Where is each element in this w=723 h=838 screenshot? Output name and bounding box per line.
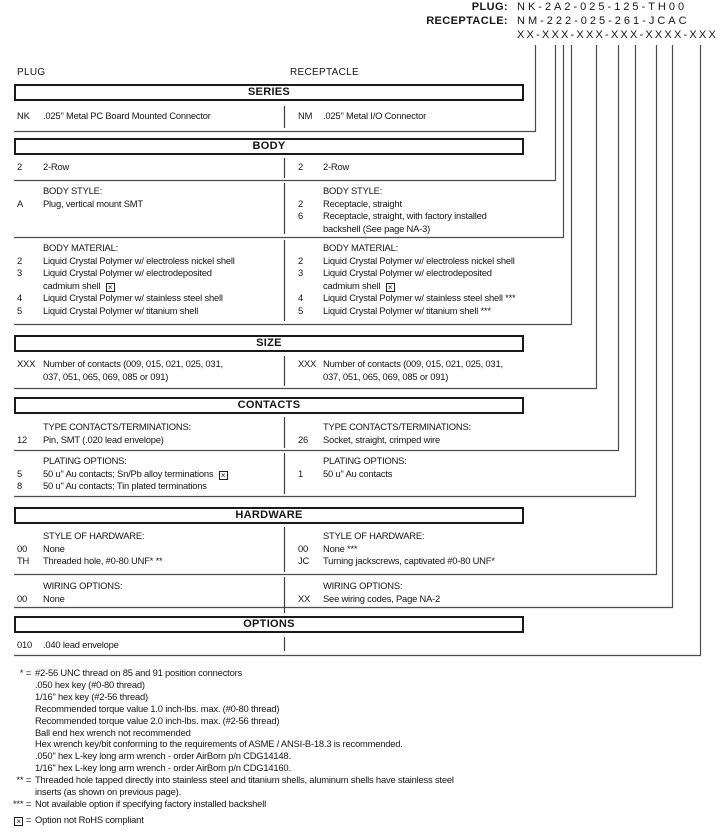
section-header-size — [14, 335, 524, 352]
option-line — [298, 110, 723, 123]
option-text: 037, 051, 065, 069, 085 or 091) — [323, 370, 449, 382]
option-text: Liquid Crystal Polymer w/ stainless steel shell — [43, 292, 223, 304]
option-text: Liquid Crystal Polymer w/ stainless steel shell *** — [323, 292, 516, 304]
right-column — [284, 580, 723, 605]
option-code: 2 — [298, 161, 304, 172]
footnote-text: Recommended torque value 1.0 inch-lbs. max. (#0-80 thread) — [35, 703, 280, 714]
option-group-heading: BODY MATERIAL: — [43, 242, 118, 253]
option-code: 5 — [298, 304, 304, 316]
receptacle-part-number — [360, 15, 690, 27]
option-text: None — [43, 592, 65, 604]
option-group-heading: STYLE OF HARDWARE: — [43, 530, 145, 541]
option-line — [17, 543, 283, 556]
option-text: Receptacle, straight, with factory installed — [323, 210, 487, 222]
option-group-heading-line — [17, 242, 283, 255]
option-text: Liquid Crystal Polymer w/ electrodeposited — [43, 267, 212, 279]
option-text: cadmium shell × — [43, 280, 115, 291]
right-column — [284, 161, 723, 174]
option-group-heading-line — [17, 455, 283, 468]
section-title: SIZE — [256, 337, 282, 349]
right-column — [284, 110, 723, 123]
left-column — [17, 358, 283, 383]
option-line — [298, 593, 723, 606]
option-code: 8 — [17, 480, 23, 492]
right-column — [284, 421, 723, 446]
option-line — [17, 280, 283, 293]
option-line — [298, 161, 723, 174]
option-group-heading-line — [298, 580, 723, 593]
option-line — [17, 639, 283, 652]
option-code: 1 — [298, 467, 304, 479]
part-number-code-mask: XX-XXX-XXX-XXX-XXXX-XXX — [517, 29, 718, 41]
option-code: 12 — [17, 433, 28, 445]
option-line — [17, 371, 283, 384]
left-column — [17, 530, 283, 568]
footnote-line — [0, 814, 144, 826]
option-line — [298, 543, 723, 556]
footnote-marker: ** = — [16, 774, 31, 785]
option-text: Liquid Crystal Polymer w/ electrodeposited — [323, 267, 492, 279]
option-code: 00 — [17, 592, 28, 604]
footnote-text: #2-56 UNC thread on 85 and 91 position connectors — [35, 667, 243, 678]
footnote-marker: *** = — [12, 798, 31, 809]
not-rohs-compliant-icon: × — [14, 817, 23, 826]
option-text: 50 u" Au contacts; Sn/Pb alloy terminations × — [43, 468, 228, 479]
option-text: .040 lead envelope — [43, 639, 119, 650]
option-code: TH — [17, 555, 30, 567]
option-code: 26 — [298, 433, 309, 445]
option-text: 037, 051, 065, 069, 085 or 091) — [43, 370, 169, 382]
option-line — [17, 267, 283, 280]
option-line — [298, 305, 723, 318]
option-text: Liquid Crystal Polymer w/ titanium shell — [43, 304, 199, 316]
option-text: None — [43, 542, 65, 554]
option-line — [298, 255, 723, 268]
footnote-line — [0, 762, 291, 774]
not-rohs-compliant-icon: × — [219, 471, 228, 480]
left-column — [17, 580, 283, 605]
option-line — [17, 292, 283, 305]
section-header-options — [14, 616, 524, 633]
option-text: Liquid Crystal Polymer w/ titanium shell *** — [323, 304, 491, 316]
option-text: See wiring codes, Page NA-2 — [323, 592, 441, 604]
plug-column-label: PLUG — [17, 67, 46, 78]
option-code: 5 — [17, 467, 23, 479]
option-line — [17, 161, 283, 174]
section-header-series — [14, 84, 524, 101]
left-column — [17, 455, 283, 493]
left-column — [17, 639, 283, 652]
left-column — [17, 185, 283, 210]
footnote-text: 1/16" hex L-key long arm wrench - order AirBorn p/n CDG14160. — [35, 762, 291, 773]
option-line — [17, 555, 283, 568]
section-title: CONTACTS — [237, 399, 301, 411]
option-line — [17, 198, 283, 211]
option-group-heading: PLATING OPTIONS: — [323, 455, 407, 466]
section-header-contacts — [14, 397, 524, 414]
footnote-line — [0, 786, 181, 798]
option-group-heading: STYLE OF HARDWARE: — [323, 530, 425, 541]
option-text: 2-Row — [323, 161, 350, 172]
option-text: Turning jackscrews, captivated #0-80 UNF* — [323, 555, 495, 567]
option-group-heading-line — [298, 185, 723, 198]
option-code: NK — [17, 110, 30, 121]
option-line — [298, 555, 723, 568]
option-group-heading-line — [298, 242, 723, 255]
option-code: 2 — [17, 161, 23, 172]
option-line — [17, 255, 283, 268]
footnote-line — [0, 715, 279, 727]
option-code: 3 — [17, 267, 23, 279]
option-group-heading: TYPE CONTACTS/TERMINATIONS: — [43, 421, 191, 432]
option-text: Number of contacts (009, 015, 021, 025, 031, — [323, 358, 503, 369]
option-code: JC — [298, 555, 310, 567]
plug-part-number-label: PLUG: — [471, 1, 508, 13]
option-line — [17, 480, 283, 493]
option-group-heading: BODY STYLE: — [323, 185, 383, 196]
left-column — [17, 161, 283, 174]
option-line — [298, 434, 723, 447]
option-group-heading: PLATING OPTIONS: — [43, 455, 127, 466]
section-header-hardware — [14, 507, 524, 524]
option-text: Threaded hole, #0-80 UNF* ** — [43, 555, 163, 567]
option-text: Receptacle, straight — [323, 197, 402, 209]
option-group-heading: BODY MATERIAL: — [323, 242, 398, 253]
section-title: HARDWARE — [235, 509, 303, 521]
option-code: 6 — [298, 210, 304, 222]
footnote-text: Not available option if specifying factory installed backshell — [35, 798, 266, 809]
footnote-line — [0, 679, 145, 691]
right-column — [284, 455, 723, 480]
option-code: 5 — [17, 304, 23, 316]
plug-part-number-value: NK-2A2-025-125-TH00 — [517, 1, 688, 13]
section-title: BODY — [252, 140, 286, 152]
option-group-heading: WIRING OPTIONS: — [323, 580, 403, 591]
section-title: SERIES — [247, 86, 291, 98]
option-line — [298, 223, 723, 236]
footnote-line — [0, 750, 291, 762]
option-code: 010 — [17, 639, 33, 650]
option-group-heading-line — [17, 421, 283, 434]
footnote-text: Ball end hex wrench not recommended — [35, 727, 191, 738]
footnote-marker: * = — [19, 667, 31, 678]
footnote-text: .050 hex key (#0-80 thread) — [35, 679, 145, 690]
option-line — [298, 198, 723, 211]
option-text: Plug, vertical mount SMT — [43, 197, 143, 209]
option-code: 2 — [17, 254, 23, 266]
option-code: A — [17, 197, 24, 209]
option-text: .025" Metal I/O Connector — [323, 110, 427, 121]
option-group-heading: WIRING OPTIONS: — [43, 580, 123, 591]
receptacle-column-label: RECEPTACLE — [290, 67, 359, 78]
option-text: Liquid Crystal Polymer w/ electroless nickel shell — [43, 254, 235, 266]
option-line — [298, 371, 723, 384]
option-code: 00 — [298, 542, 309, 554]
option-line — [298, 267, 723, 280]
option-line — [298, 210, 723, 223]
footnote-text: .050" hex L-key long arm wrench - order AirBorn p/n CDG14148. — [35, 750, 291, 761]
right-column — [284, 358, 723, 383]
receptacle-part-number-label: RECEPTACLE: — [426, 15, 508, 27]
option-line — [298, 358, 723, 371]
plug-part-number — [360, 1, 687, 13]
option-group-heading: BODY STYLE: — [43, 185, 103, 196]
not-rohs-compliant-icon: × — [106, 283, 115, 292]
footnote-marker: × = — [0, 814, 31, 826]
option-code: XXX — [17, 358, 36, 369]
footnote-text: Hex wrench key/bit conforming to the requirements of ASME / ANSI-B-18.3 is recommended. — [35, 738, 403, 749]
option-group-heading-line — [298, 421, 723, 434]
option-group-heading-line — [298, 530, 723, 543]
option-group-heading-line — [298, 455, 723, 468]
left-column — [17, 242, 283, 318]
option-text: Socket, straight, crimped wire — [323, 433, 440, 445]
option-line — [17, 110, 283, 123]
option-code: 2 — [298, 197, 304, 209]
option-text: Liquid Crystal Polymer w/ electroless nickel shell — [323, 254, 515, 266]
left-column — [17, 110, 283, 123]
right-column — [284, 242, 723, 318]
footnote-line — [0, 703, 279, 715]
right-column — [284, 530, 723, 568]
option-text: 50 u" Au contacts — [323, 467, 393, 479]
option-line — [298, 292, 723, 305]
option-code: XXX — [298, 358, 317, 369]
footnote-line — [0, 774, 454, 786]
option-code: 2 — [298, 254, 304, 266]
option-group-heading: TYPE CONTACTS/TERMINATIONS: — [323, 421, 471, 432]
section-title: OPTIONS — [243, 618, 295, 630]
option-text: None *** — [323, 542, 358, 554]
left-column — [17, 421, 283, 446]
footnote-line — [0, 691, 148, 703]
option-code: 3 — [298, 267, 304, 279]
footnote-line — [0, 667, 242, 679]
option-line — [298, 468, 723, 481]
option-code: 00 — [17, 542, 28, 554]
footnote-text: 1/16" hex key (#2-56 thread) — [35, 691, 148, 702]
footnote-text: Option not RoHS compliant — [35, 814, 144, 825]
option-line — [17, 593, 283, 606]
option-line — [17, 305, 283, 318]
footnote-text: Recommended torque value 2.0 inch-lbs. max. (#2-56 thread) — [35, 715, 280, 726]
footnote-line — [0, 798, 266, 810]
option-line — [298, 280, 723, 293]
option-group-heading-line — [17, 580, 283, 593]
option-group-heading-line — [17, 530, 283, 543]
option-code: XX — [298, 592, 311, 604]
option-text: backshell (See page NA-3) — [323, 222, 431, 234]
option-text: 50 u" Au contacts; Tin plated terminations — [43, 480, 207, 492]
option-group-heading-line — [17, 185, 283, 198]
not-rohs-compliant-icon: × — [386, 283, 395, 292]
footnote-text: Threaded hole tapped directly into stainless steel and titanium shells, aluminum shells have stainless steel — [35, 774, 454, 785]
option-line — [17, 358, 283, 371]
option-text: Pin, SMT (.020 lead envelope) — [43, 433, 164, 445]
option-code: 4 — [17, 292, 23, 304]
footnote-line — [0, 738, 403, 750]
option-text: cadmium shell × — [323, 280, 395, 291]
option-text: 2-Row — [43, 161, 70, 172]
section-header-body — [14, 138, 524, 155]
option-code: 4 — [298, 292, 304, 304]
receptacle-part-number-value: NM-222-025-261-JCAC — [517, 15, 690, 27]
option-line — [17, 468, 283, 481]
option-text: Number of contacts (009, 015, 021, 025, 031, — [43, 358, 223, 369]
option-code: NM — [298, 110, 313, 121]
option-line — [17, 434, 283, 447]
right-column — [284, 185, 723, 235]
footnote-text: inserts (as shown on previous page). — [35, 786, 182, 797]
option-text: .025" Metal PC Board Mounted Connector — [43, 110, 211, 121]
